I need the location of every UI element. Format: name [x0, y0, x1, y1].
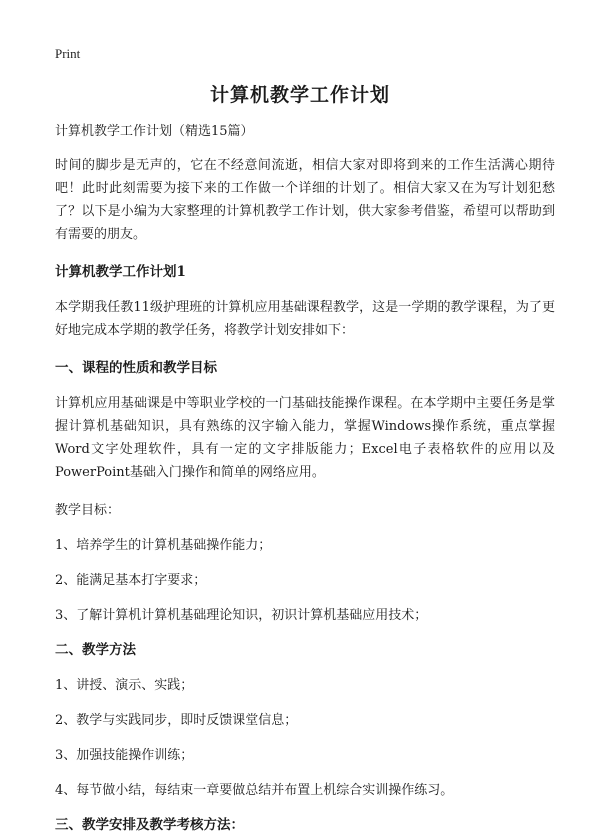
- method-item: 1、讲授、演示、实践；: [55, 678, 194, 693]
- document-body: [55, 120, 555, 837]
- part3-heading: 三、教学安排及教学考核方法：: [55, 817, 244, 833]
- part1-heading: 一、课程的性质和教学目标: [55, 360, 217, 376]
- intro-paragraph: 时间的脚步是无声的，它在不经意间流逝，相信大家对即将到来的工作生活满心期待吧！此时此刻需要为接下来的工作做一个详细的计划了。相信大家又在为写计划犯愁了？以下是小编为大家整理的计算机教学工作计划，供大家参考借鉴，希望可以帮助到有需要的朋友。: [55, 158, 555, 242]
- part2-heading: 二、教学方法: [55, 642, 136, 658]
- section1-paragraph: 本学期我任教11级护理班的计算机应用基础课程教学，这是一学期的教学课程，为了更好地完成本学期的教学任务，将教学计划安排如下：: [55, 300, 555, 338]
- goal-item: 2、能满足基本打字要求；: [55, 573, 207, 588]
- method-item: 3、加强技能操作训练；: [55, 748, 194, 763]
- goal-item: 3、了解计算机计算机基础理论知识，初识计算机基础应用技术；: [55, 608, 428, 623]
- goal-item: 1、培养学生的计算机基础操作能力；: [55, 538, 272, 553]
- goals-label: 教学目标：: [55, 503, 121, 518]
- document-title: 计算机教学工作计划: [209, 84, 390, 106]
- method-item: 2、教学与实践同步，即时反馈课堂信息；: [55, 713, 298, 728]
- print-link[interactable]: Print: [55, 46, 81, 61]
- part1-paragraph: 计算机应用基础课是中等职业学校的一门基础技能操作课程。在本学期中主要任务是掌握计算机基础知识，具有熟练的汉字输入能力，掌握Windows操作系统，重点掌握Word文字处理软件，具有一定的文字排版能力；Excel电子表格软件的应用以及PowerPoint基础入门操作和简单的网络应用。: [55, 396, 555, 480]
- document-subtitle: 计算机教学工作计划（精选15篇）: [55, 124, 254, 139]
- section1-heading: 计算机教学工作计划1: [55, 264, 186, 280]
- method-item: 4、每节做小结，每结束一章要做总结并布置上机综合实训操作练习。: [55, 783, 454, 798]
